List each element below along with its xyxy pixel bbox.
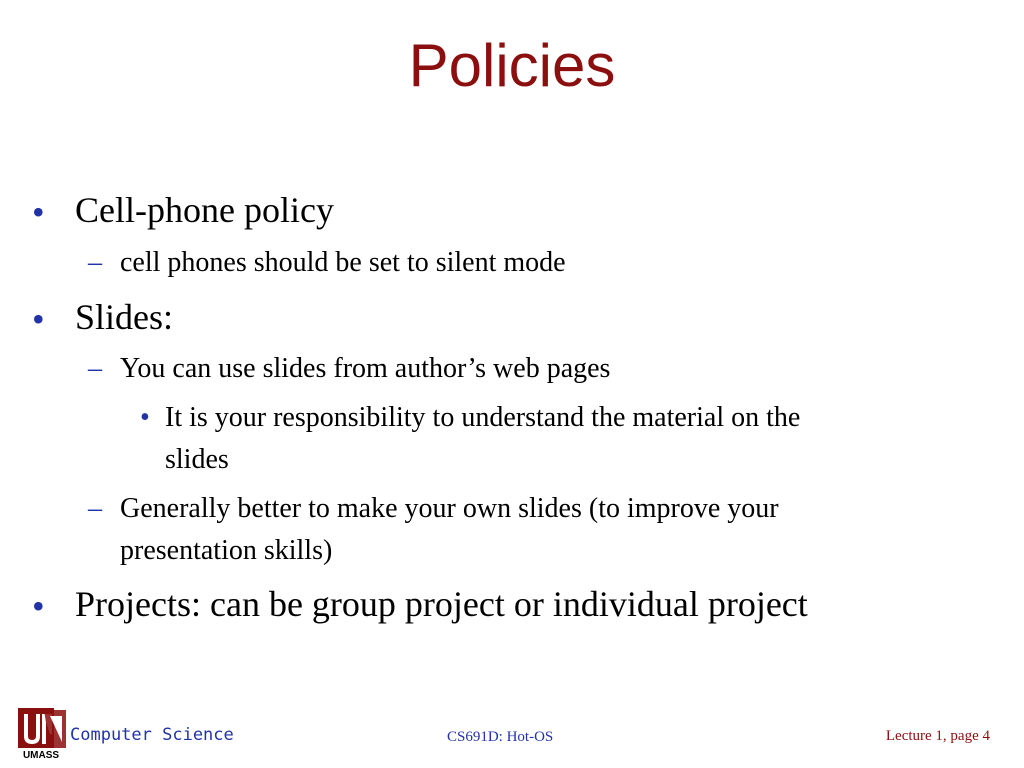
footer-department: Computer Science (70, 725, 234, 745)
umass-logo (14, 708, 68, 760)
dash-marker: – (88, 353, 102, 384)
footer-course: CS691D: Hot-OS (447, 729, 554, 745)
dash-marker: – (88, 493, 102, 524)
sub-bullet-own-slides: Generally better to make your own slides (to improve your (120, 493, 779, 524)
slide-title: Policies (408, 32, 616, 99)
bullet-cell-phone-policy: Cell-phone policy (75, 190, 334, 230)
bullet-slides: Slides: (75, 297, 174, 337)
sub-sub-bullet-responsibility: It is your responsibility to understand the material on the (165, 402, 801, 433)
bullet-projects: Projects: can be group project or individual project (75, 584, 808, 624)
bullet-marker: • (32, 586, 45, 626)
bullet-marker: • (140, 402, 150, 433)
dash-marker: – (88, 247, 102, 278)
sub-sub-bullet-responsibility-cont: slides (165, 444, 229, 475)
svg-text:UMASS: UMASS (22, 750, 60, 760)
footer-page-number: Lecture 1, page 4 (885, 728, 990, 744)
sub-bullet-silent-mode: cell phones should be set to silent mode (120, 247, 566, 278)
sub-bullet-author-slides: You can use slides from author’s web pages (120, 353, 611, 384)
bullet-marker: • (32, 192, 45, 232)
bullet-marker: • (32, 299, 45, 339)
sub-bullet-own-slides-cont: presentation skills) (120, 535, 333, 566)
